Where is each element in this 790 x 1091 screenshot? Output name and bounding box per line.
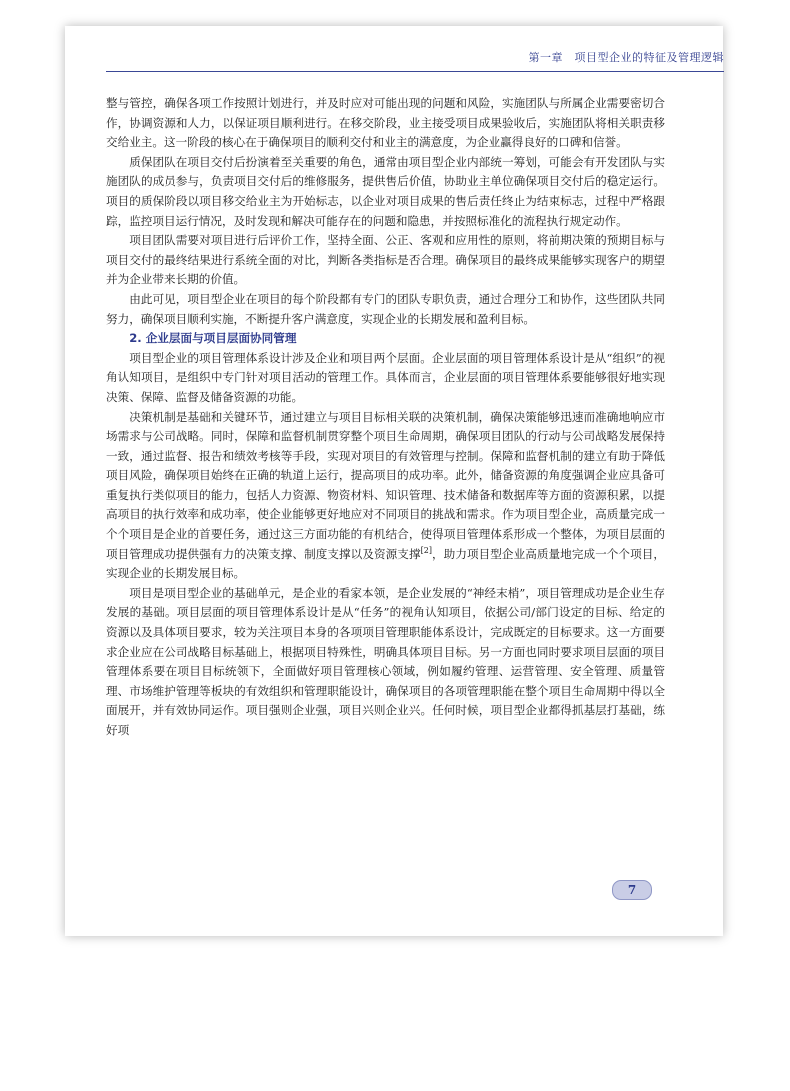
body-text: [106, 94, 665, 741]
paragraph-4: 由此可见，项目型企业在项目的每个阶段都有专门的团队专职负责，通过合理分工和协作，这些团队共同努力，确保项目顺利实施，不断提升客户满意度，实现企业的长期发展和盈利目标。: [106, 291, 665, 326]
paragraph-1: 整与管控，确保各项工作按照计划进行，并及时应对可能出现的问题和风险，实施团队与所属企业需要密切合作，协调资源和人力，以保证项目顺利进行。在移交阶段，业主接受项目成果验收后，实施团队将相关职责移交给业主。这一阶段的核心在于确保项目的顺利交付和业主的满意度，为企业赢得良好的口碑和信誉。: [106, 96, 665, 150]
running-head: 第一章 项目型企业的特征及管理逻辑: [528, 51, 724, 64]
header-rule: [106, 71, 724, 72]
paragraph-6: [106, 408, 665, 584]
paragraph-6-tail: ，助力项目型企业高质量地完成一个个项目，实现企业的长期发展目标。: [106, 546, 665, 581]
citation-ref: [2]: [420, 545, 432, 555]
section-heading: 2. 企业层面与项目层面协同管理: [129, 331, 297, 346]
paragraph-5: 项目型企业的项目管理体系设计涉及企业和项目两个层面。企业层面的项目管理体系设计是从“组织”的视角认知项目，是组织中专门针对项目活动的管理工作。具体而言，企业层面的项目管理体系要能够很好地实现决策、保障、监督及储备资源的功能。: [106, 350, 665, 404]
paragraph-2: 质保团队在项目交付后扮演着至关重要的角色，通常由项目型企业内部统一筹划，可能会有开发团队与实施团队的成员参与，负责项目交付后的维修服务，提供售后价值，协助业主单位确保项目交付后的稳定运行。项目的质保阶段以项目移交给业主为开始标志，以企业对项目成果的售后责任终止为结束标志，过程中严格跟踪，监控项目运行情况，及时发现和解决可能存在的问题和隐患，并按照标准化的流程执行规定动作。: [106, 154, 665, 228]
paragraph-6-text: 决策机制是基础和关键环节，通过建立与项目目标相关联的决策机制，确保决策能够迅速而准确地响应市场需求与公司战略。同时，保障和监督机制贯穿整个项目生命周期，确保项目团队的行动与公司战略发展保持一致，通过监督、报告和绩效考核等手段，实现对项目的有效管理与控制。保障和监督机制的建立有助于降低项目风险，确保项目始终在正确的轨道上运行，提高项目的成功率。此外，储备资源的角度强调企业应具备可重复执行类似项目的能力，包括人力资源、物资材料、知识管理、技术储备和数据库等方面的资源积累，以提高项目的执行效率和成功率，使企业能够更好地应对不同项目的挑战和需求。作为项目型企业，高质量完成一个个项目是企业的首要任务，通过这三方面功能的有机结合，使得项目管理体系形成一个整体，为项目层面的项目管理成功提供强有力的决策支撑、制度支撑以及资源支撑: [106, 409, 665, 561]
paragraph-3: 项目团队需要对项目进行后评价工作，坚持全面、公正、客观和应用性的原则，将前期决策的预期目标与项目交付的最终结果进行系统全面的对比，判断各类指标是否合理。确保项目的最终成果能够实现客户的期望并为企业带来长期的价值。: [106, 233, 665, 287]
page-number: 7: [612, 880, 652, 900]
paragraph-7: 项目是项目型企业的基础单元，是企业的看家本领，是企业发展的“神经末梢”，项目管理成功是企业生存发展的基础。项目层面的项目管理体系设计是从“任务”的视角认知项目，依据公司/部门设定的目标、给定的资源以及具体项目要求，较为关注项目本身的各项项目管理职能体系设计，完成既定的目标要求。这一方面要求企业应在公司战略目标基础上，根据项目特殊性，明确具体项目目标。另一方面也同时要求项目层面的项目管理体系要在项目目标统领下，全面做好项目管理核心领域，例如履约管理、运营管理、安全管理、质量管理、市场维护管理等板块的有效组织和管理职能设计，确保项目的各项管理职能在整个项目生命周期中得以全面展开，并有效协同运作。项目强则企业强，项目兴则企业兴。任何时候，项目型企业都得抓基层打基础，练好项: [106, 585, 665, 737]
